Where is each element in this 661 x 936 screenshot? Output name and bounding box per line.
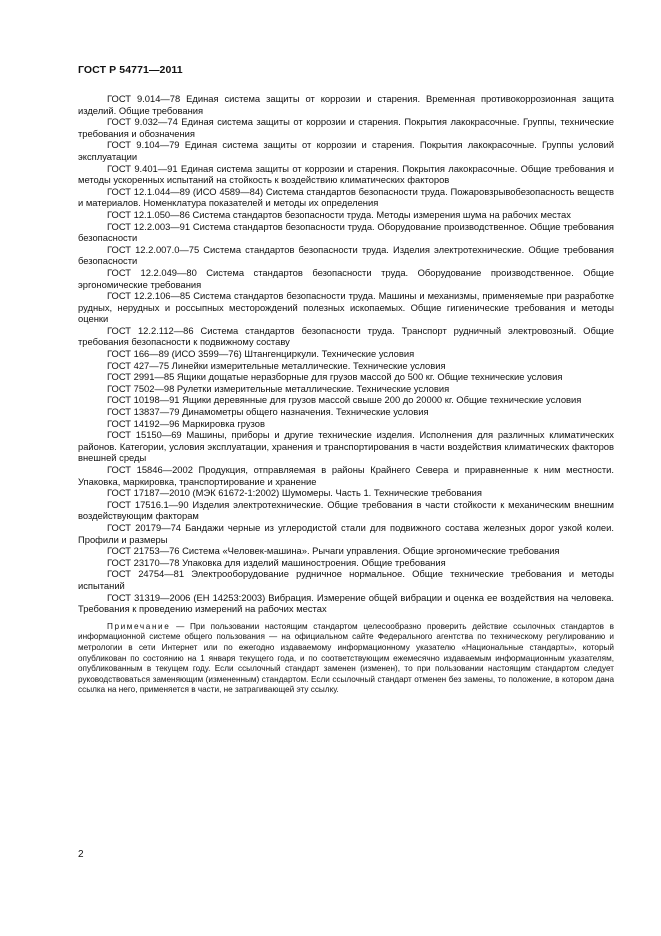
reference-item: ГОСТ 7502—98 Рулетки измерительные металлические. Технические условия bbox=[107, 382, 450, 394]
reference-item: ГОСТ 166—89 (ИСО 3599—76) Штангенциркули. Технические условия bbox=[107, 348, 415, 360]
reference-item: ГОСТ 24754—81 Электрооборудование рудничное нормальное. Общие технические требования и методы испытаний bbox=[78, 568, 614, 591]
document-header: ГОСТ Р 54771—2011 bbox=[78, 64, 183, 76]
reference-item: ГОСТ 12.1.050—86 Система стандартов безопасности труда. Методы измерения шума на рабочих местах bbox=[107, 208, 571, 220]
reference-item: ГОСТ 17516.1—90 Изделия электротехнические. Общие требования в части стойкости к механическим внешним воздействующим факторам bbox=[78, 498, 614, 522]
reference-item: ГОСТ 9.032—74 Единая система защиты от коррозии и старения. Покрытия лакокрасочные. Группы, технические требования и обозначения bbox=[78, 116, 614, 139]
reference-item: ГОСТ 15150—69 Машины, приборы и другие технические изделия. Исполнения для различных климатических районов. Категории, условия эксплуатации, хранения и транспортирования в части воздействия климатических факторов внешней среды bbox=[78, 429, 614, 464]
reference-item: ГОСТ 21753—76 Система «Человек-машина». Рычаги управления. Общие эргономические требования bbox=[107, 545, 560, 557]
reference-item: ГОСТ 427—75 Линейки измерительные металлические. Технические условия bbox=[107, 359, 446, 371]
reference-item: ГОСТ 12.2.106—85 Система стандартов безопасности труда. Машины и механизмы, применяемые при разработке рудных, нерудных и россыпных месторождений полезных ископаемых. Общие гигиенические требования и методы оценки bbox=[78, 290, 614, 325]
reference-item: ГОСТ 9.401—91 Единая система защиты от коррозии и старения. Покрытия лакокрасочные. Общие требования и методы ускоренных испытаний на стойкость к воздействию климатических факторов bbox=[78, 162, 614, 186]
reference-item: ГОСТ 13837—79 Динамометры общего назначения. Технические условия bbox=[107, 406, 429, 418]
reference-item: ГОСТ 12.2.049—80 Система стандартов безопасности труда. Оборудование производственное. Общие эргономические требования bbox=[78, 266, 614, 290]
reference-item: ГОСТ 2991—85 Ящики дощатые неразборные для грузов массой до 500 кг. Общие технические условия bbox=[107, 371, 563, 383]
note-label: Примечание bbox=[107, 621, 171, 631]
reference-item: ГОСТ 12.2.003—91 Система стандартов безопасности труда. Оборудование производственное. Общие требования безопасности bbox=[78, 220, 614, 244]
reference-item: ГОСТ 15846—2002 Продукция, отправляемая в районы Крайнего Севера и приравненные к ним местности. Упаковка, маркировка, транспортирование и хранение bbox=[78, 464, 614, 487]
note-paragraph bbox=[78, 622, 614, 696]
reference-item: ГОСТ 12.2.112—86 Система стандартов безопасности труда. Транспорт рудничный электровозный. Общие требования безопасности к подвижному составу bbox=[78, 324, 614, 348]
reference-item: ГОСТ 12.1.044—89 (ИСО 4589—84) Система стандартов безопасности труда. Пожаровзрывобезопасность веществ и материалов. Номенклатура показателей и методы их определения bbox=[78, 185, 614, 209]
note-text: — При пользовании настоящим стандартом целесообразно проверить действие ссылочных стандартов в информационной системе общего пользования — на официальном сайте Федерального агентства по техническому регулированию и метрологии в сети Интернет или по ежегодно издаваемому информационному указателю «Национальные стандарты», который опубликован по состоянию на 1 января текущего года, и по соответствующим ежемесячно издаваемым информационным указателям, опубликованным в текущем году. Если ссылочный стандарт заменен (изменен), то при пользовании настоящим стандартом следует руководствоваться заменяющим (измененным) стандартом. Если ссылочный стандарт отменен без замены, то положение, в котором дана ссылка на него, применяется в части, не затрагивающей эту ссылку. bbox=[78, 621, 614, 695]
page-number: 2 bbox=[78, 849, 84, 860]
reference-item: ГОСТ 14192—96 Маркировка грузов bbox=[107, 417, 265, 429]
reference-item: ГОСТ 9.014—78 Единая система защиты от коррозии и старения. Временная противокоррозионная защита изделий. Общие требования bbox=[78, 93, 614, 116]
references-list bbox=[78, 93, 614, 704]
reference-item: ГОСТ 12.2.007.0—75 Система стандартов безопасности труда. Изделия электротехнические. Общие требования безопасности bbox=[78, 243, 614, 267]
reference-item: ГОСТ 23170—78 Упаковка для изделий машиностроения. Общие требования bbox=[107, 556, 446, 568]
reference-item: ГОСТ 31319—2006 (ЕН 14253:2003) Вибрация. Измерение общей вибрации и оценка ее воздействия на человека. Требования к проведению измерений на рабочих местах bbox=[78, 591, 614, 615]
reference-item: ГОСТ 20179—74 Бандажи черные из углеродистой стали для подвижного состава железных дорог узкой колеи. Профили и размеры bbox=[78, 521, 614, 545]
reference-item: ГОСТ 10198—91 Ящики деревянные для грузов массой свыше 200 до 20000 кг. Общие технические условия bbox=[107, 394, 582, 406]
reference-item: ГОСТ 9.104—79 Единая система защиты от коррозии и старения. Покрытия лакокрасочные. Группы условий эксплуатации bbox=[78, 139, 614, 162]
reference-item: ГОСТ 17187—2010 (МЭК 61672-1:2002) Шумомеры. Часть 1. Технические требования bbox=[107, 487, 482, 499]
